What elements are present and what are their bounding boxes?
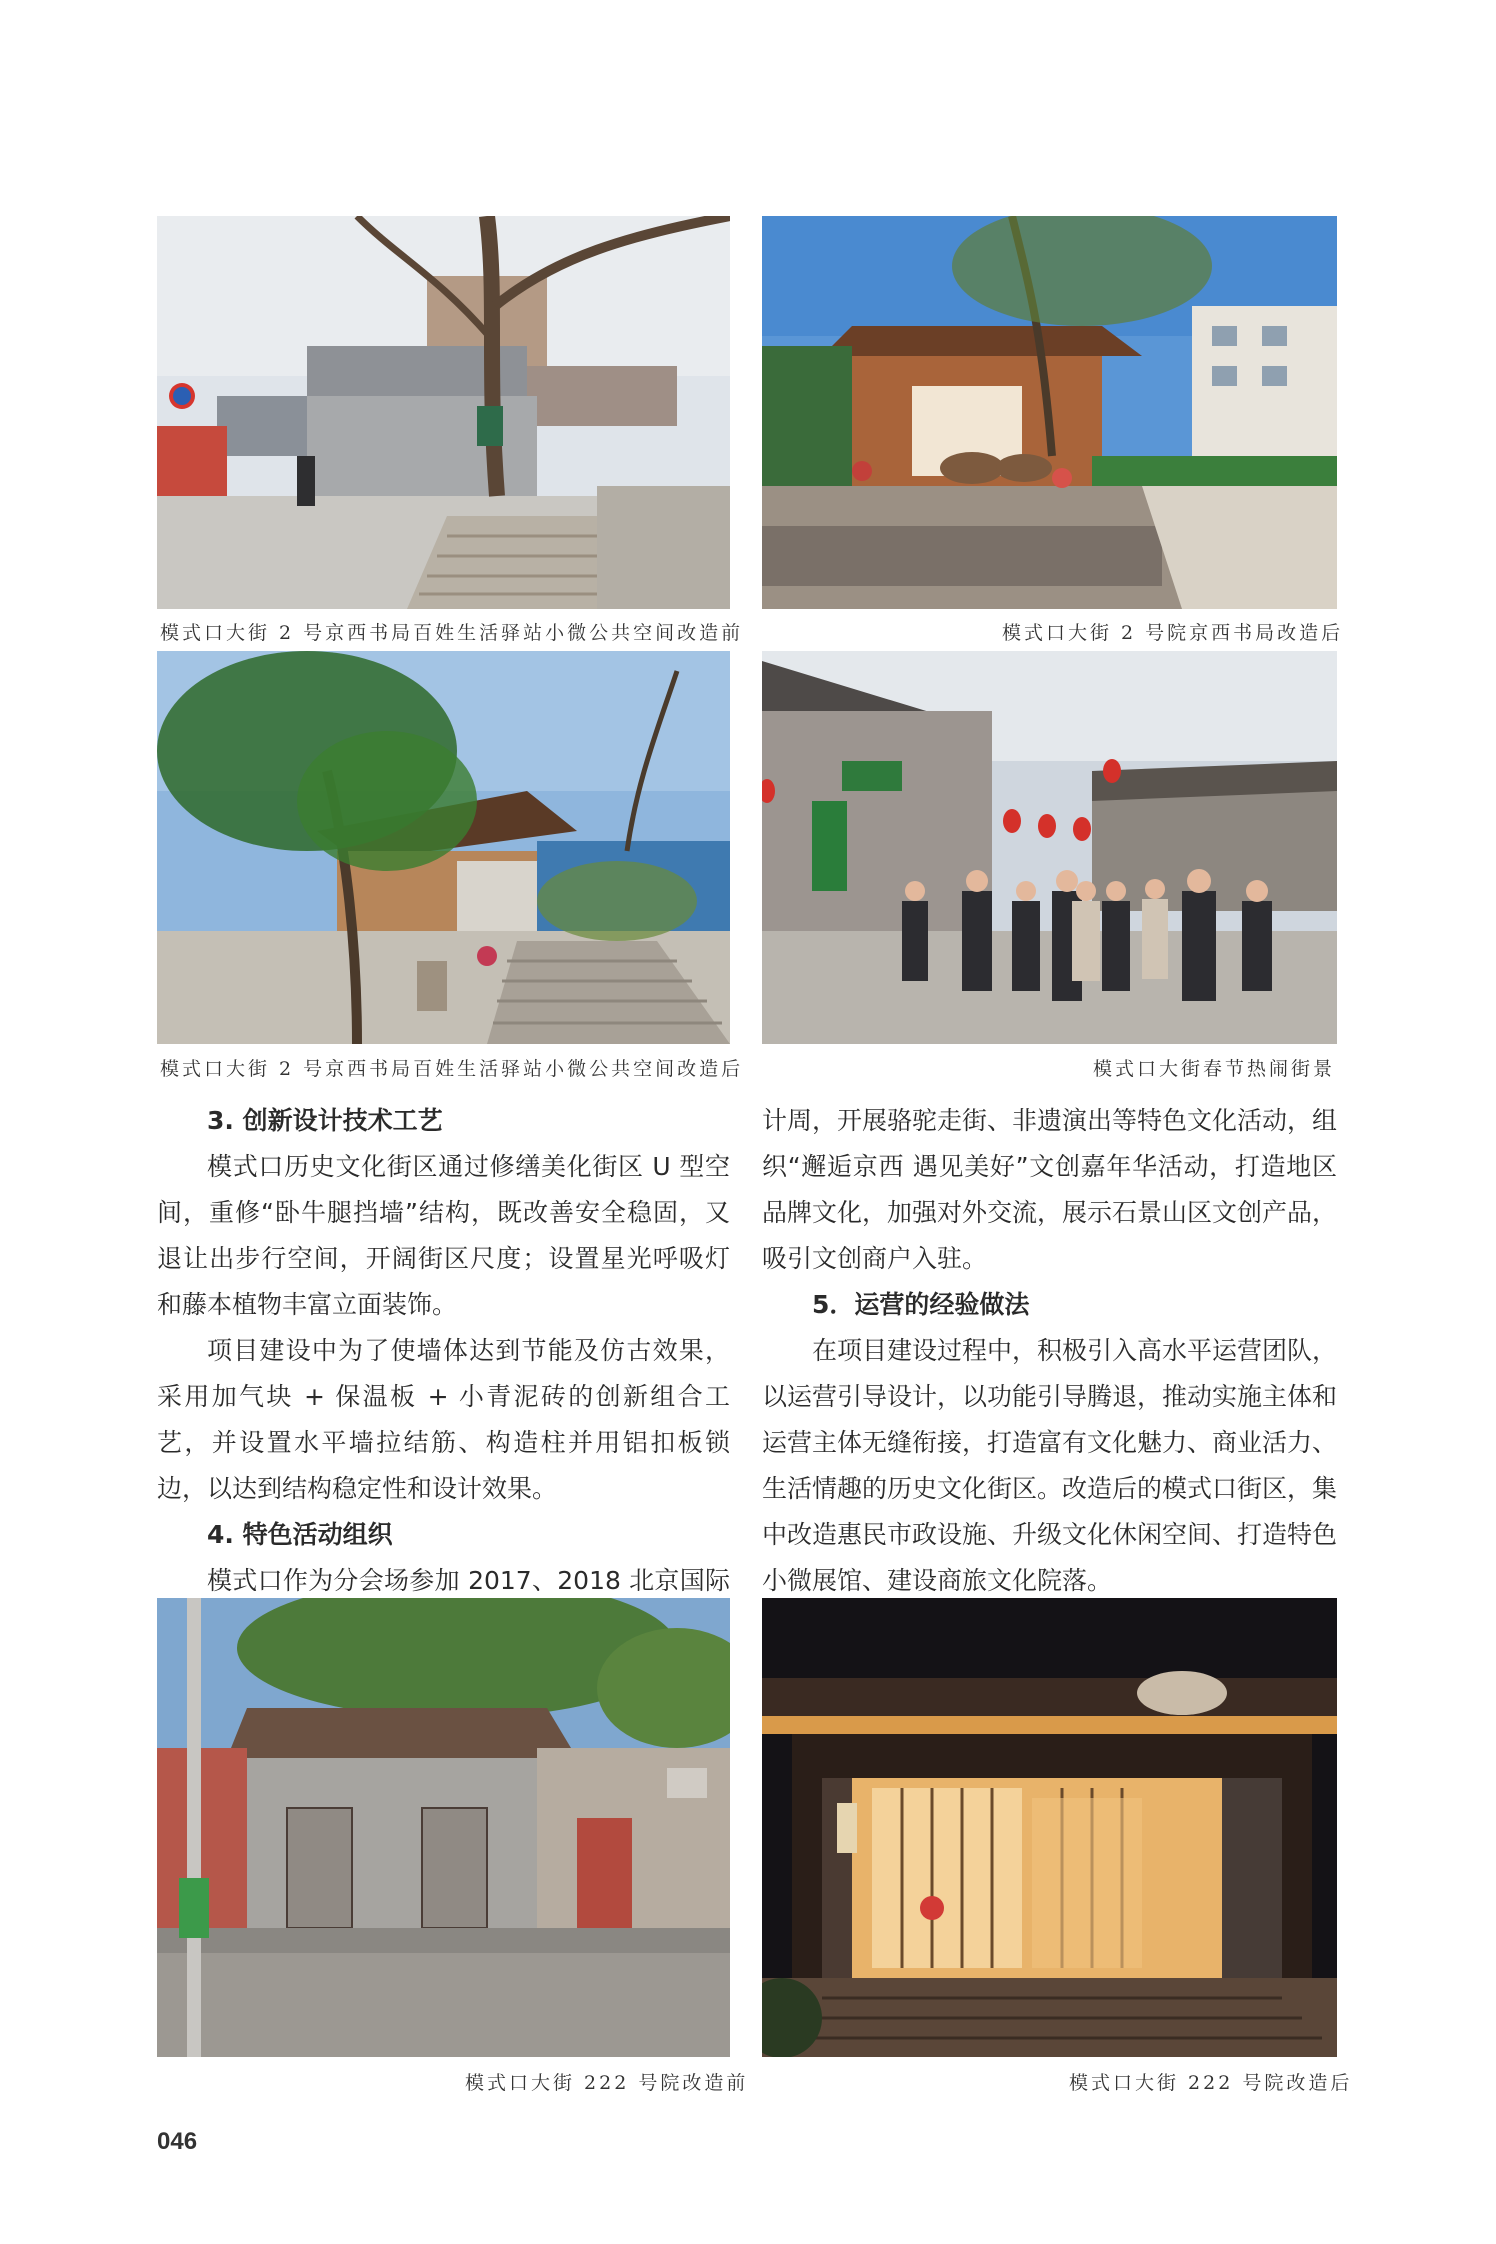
photo-courtyard-222-after (762, 1598, 1337, 2057)
photo-spring-festival-street (762, 651, 1337, 1044)
photo-courtyard-222-before (157, 1598, 730, 2057)
section-heading: 3. 创新设计技术工艺 (207, 1106, 443, 1135)
left-text-column (157, 1098, 730, 1650)
photo-caption: 模式口大街 222 号院改造前 (465, 2072, 749, 2094)
photo-caption: 模式口大街 2 号京西书局百姓生活驿站小微公共空间改造后 (160, 1058, 744, 1080)
section-heading: 5．运营的经验做法 (812, 1290, 1030, 1319)
paragraph: 模式口历史文化街区通过修缮美化街区 U 型空间，重修“卧牛腿挡墙”结构，既改善安全稳固，又退让出步行空间，开阔街区尺度；设置星光呼吸灯和藤本植物丰富立面装饰。 (157, 1152, 730, 1319)
photo-after-jingxi-bookstore (762, 216, 1337, 609)
photo-after-jingxi-bookstore-station (157, 651, 730, 1044)
photo-caption: 模式口大街 2 号院京西书局改造后 (1002, 622, 1344, 644)
photo-before-jingxi-bookstore-station (157, 216, 730, 609)
section-heading: 4. 特色活动组织 (207, 1520, 393, 1549)
paragraph: 在项目建设过程中，积极引入高水平运营团队，以运营引导设计，以功能引导腾退，推动实施主体和运营主体无缝衔接，打造富有文化魅力、商业活力、生活情趣的历史文化街区。改造后的模式口街区，集中改造惠民市政设施、升级文化休闲空间、打造特色小微展馆、建设商旅文化院落。 (762, 1336, 1338, 1595)
page-number: 046 (157, 2128, 198, 2155)
photo-caption: 模式口大街 2 号京西书局百姓生活驿站小微公共空间改造前 (160, 622, 744, 644)
right-text-column (762, 1098, 1337, 1604)
photo-caption: 模式口大街春节热闹街景 (1093, 1058, 1336, 1080)
paragraph: 项目建设中为了使墙体达到节能及仿古效果，采用加气块 + 保温板 + 小青泥砖的创新组合工艺，并设置水平墙拉结筋、构造柱并用铝扣板锁边，以达到结构稳定性和设计效果。 (157, 1336, 730, 1503)
paragraph: 计周，开展骆驼走街、非遗演出等特色文化活动，组织“邂逅京西 遇见美好”文创嘉年华活动，打造地区品牌文化，加强对外交流，展示石景山区文创产品，吸引文创商户入驻。 (762, 1106, 1338, 1273)
photo-caption: 模式口大街 222 号院改造后 (1069, 2072, 1353, 2094)
paragraph: 模式口作为分会场参加 2017、2018 北京国际 (207, 1566, 730, 1595)
